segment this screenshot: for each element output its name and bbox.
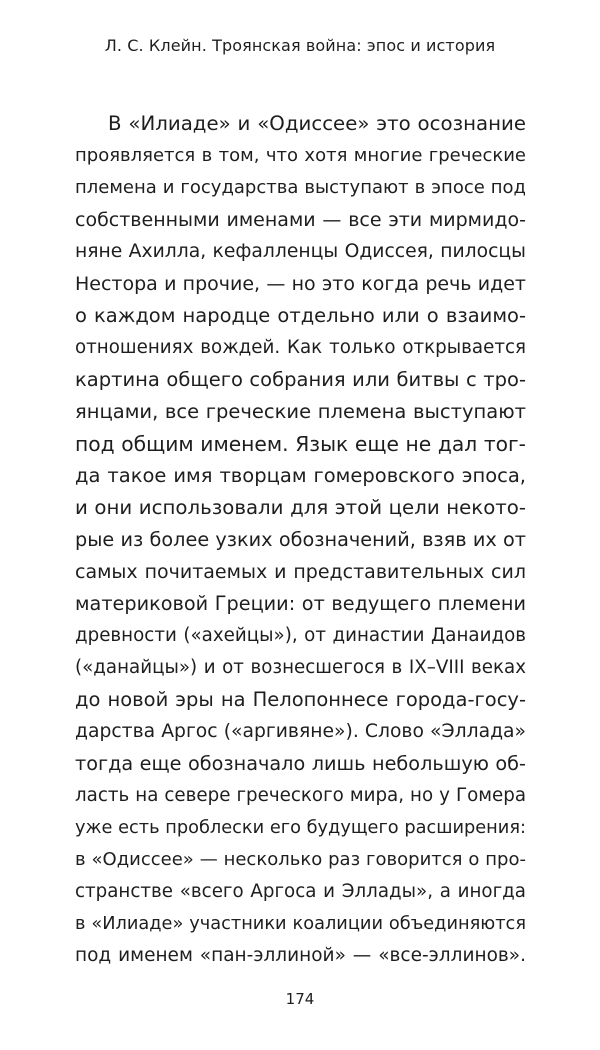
text-line: картина общего собрания или битвы с тро- xyxy=(75,368,526,391)
text-line: и они использовали для этой цели некото- xyxy=(75,496,526,519)
text-line: в «Илиаде» участники коалиции объединяются xyxy=(75,914,526,934)
text-line: да такое имя творцам гомеровского эпоса, xyxy=(75,464,526,487)
running-header: Л. С. Клейн. Троянская война: эпос и история xyxy=(104,36,496,55)
text-line: собственными именами — все эти мирмидо- xyxy=(75,209,526,231)
page-number: 174 xyxy=(285,990,315,1008)
text-line: тогда еще обозначало лишь небольшую об- xyxy=(75,752,526,775)
text-line: самых почитаемых и представительных сил xyxy=(75,561,526,583)
text-line: под общим именем. Язык еще не дал тог- xyxy=(75,432,526,456)
text-line: древности («ахейцы»), от династии Данаидов xyxy=(75,625,526,646)
text-line: племена и государства выступают в эпосе под xyxy=(75,177,526,198)
text-line: уже есть проблески его будущего расширения: xyxy=(75,818,526,838)
text-line: проявляется в том, что хотя многие греческие xyxy=(75,145,526,166)
text-line: няне Ахилла, кефалленцы Одиссея, пилосцы xyxy=(75,241,526,262)
text-line: («данайцы») и от вознесшегося в IX–VIII веках xyxy=(75,657,526,678)
text-line: материковой Греции: от ведущего племени xyxy=(75,592,526,615)
text-line: под именем «пан-эллиной» — «все-эллинов». xyxy=(75,945,526,966)
text-line: в «Одиссее» — несколько раз говорится о про- xyxy=(75,849,526,870)
text-line: отношениях вождей. Как только открывается xyxy=(75,337,526,358)
text-line: до новой эры на Пелопоннесе города-госу- xyxy=(75,688,526,711)
text-line: В «Илиаде» и «Одиссее» это осознание xyxy=(108,112,526,135)
text-line: дарства Аргос («аргивяне»). Слово «Эллада» xyxy=(75,721,526,742)
text-line: странстве «всего Аргоса и Эллады», а иногда xyxy=(75,881,526,902)
text-line: о каждом народце отдельно или о взаимо- xyxy=(75,304,526,327)
text-line: Нестора и прочие, — но это когда речь идет xyxy=(75,273,526,295)
text-line: ласть на севере греческого мира, но у Гомера xyxy=(75,785,526,806)
body-text xyxy=(75,108,526,972)
text-line: янцами, все греческие племена выступают xyxy=(75,400,526,423)
text-line: рые из более узких обозначений, взяв их от xyxy=(75,528,526,551)
